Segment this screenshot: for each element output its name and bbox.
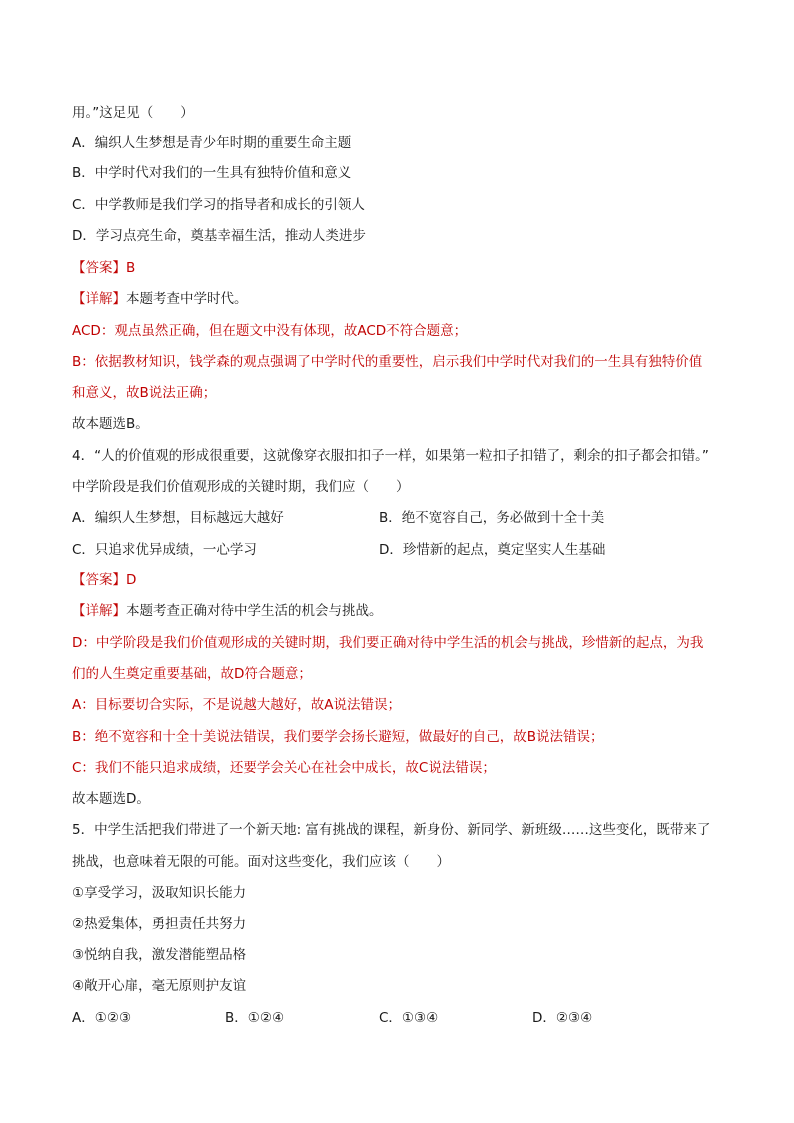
- q3-explain-3: 和意义，故B说法正确；: [72, 385, 217, 401]
- q5-item-3: ③悦纳自我，激发潜能塑品格: [72, 947, 247, 963]
- q3-conclusion: 故本题选B。: [72, 416, 149, 432]
- detail-tag: 【详解】: [72, 603, 126, 619]
- q4-detail: [72, 601, 383, 621]
- q4-explain-3: A：目标要切合实际，不是说越大越好，故A说法错误；: [72, 697, 401, 713]
- q4-stem-2: 中学阶段是我们价值观形成的关键时期，我们应（ ）: [72, 479, 410, 495]
- q3-stem-end: 用。”这足见（ ）: [72, 105, 194, 121]
- q3-option-c: C．中学教师是我们学习的指导者和成长的引领人: [72, 197, 365, 213]
- q3-answer: [72, 258, 135, 278]
- q4-explain-2: 们的人生奠定重要基础，故D符合题意；: [72, 666, 312, 682]
- q4-explain-1: D：中学阶段是我们价值观形成的关键时期，我们要正确对待中学生活的机会与挑战，珍惜新的起点，为我: [72, 635, 704, 651]
- detail-intro: 本题考查中学时代。: [126, 291, 248, 307]
- q4-stem-1: 4．“人的价值观的形成很重要，这就像穿衣服扣扣子一样，如果第一粒扣子扣错了，剩余的扣子都会扣错。”: [72, 448, 709, 464]
- q4-option-a: A．编织人生梦想，目标越远大越好: [72, 510, 284, 526]
- q5-stem-2: 挑战，也意味着无限的可能。面对这些变化，我们应该（ ）: [72, 854, 450, 870]
- answer-value: B: [126, 260, 136, 276]
- q4-option-c: C．只追求优异成绩，一心学习: [72, 542, 257, 558]
- q3-explain-1: ACD：观点虽然正确，但在题文中没有体现，故ACD不符合题意；: [72, 323, 468, 339]
- answer-tag: 【答案】: [72, 260, 126, 276]
- detail-intro: 本题考查正确对待中学生活的机会与挑战。: [126, 603, 383, 619]
- q5-option-c: C．①③④: [379, 1010, 439, 1026]
- q4-answer: [72, 570, 136, 590]
- q3-detail: [72, 289, 248, 309]
- q4-explain-5: C：我们不能只追求成绩，还要学会关心在社会中成长，故C说法错误；: [72, 760, 496, 776]
- q4-conclusion: 故本题选D。: [72, 791, 150, 807]
- q3-option-d: D．学习点亮生命，奠基幸福生活，推动人类进步: [72, 228, 366, 244]
- answer-tag: 【答案】: [72, 572, 126, 588]
- detail-tag: 【详解】: [72, 291, 126, 307]
- q5-option-d: D．②③④: [532, 1010, 593, 1026]
- q3-option-a: A．编织人生梦想是青少年时期的重要生命主题: [72, 135, 352, 151]
- q5-item-4: ④敞开心扉，毫无原则护友谊: [72, 978, 247, 994]
- q5-stem-1: 5．中学生活把我们带进了一个新天地: 富有挑战的课程，新身份、新同学、新班级……这些变化，既带来了: [72, 822, 711, 838]
- q3-explain-2: B：依据教材知识，钱学森的观点强调了中学时代的重要性，启示我们中学时代对我们的一生具有独特价值: [72, 354, 703, 370]
- q5-option-b: B．①②④: [225, 1010, 285, 1026]
- q5-option-a: A．①②③: [72, 1010, 132, 1026]
- q4-option-b: B．绝不宽容自己，务必做到十全十美: [379, 510, 605, 526]
- q3-option-b: B．中学时代对我们的一生具有独特价值和意义: [72, 165, 352, 181]
- answer-value: D: [126, 572, 137, 588]
- q5-item-2: ②热爱集体，勇担责任共努力: [72, 916, 247, 932]
- q4-option-d: D．珍惜新的起点，奠定坚实人生基础: [379, 542, 606, 558]
- q4-explain-4: B：绝不宽容和十全十美说法错误，我们要学会扬长避短，做最好的自己，故B说法错误；: [72, 729, 604, 745]
- q5-item-1: ①享受学习，汲取知识长能力: [72, 885, 247, 901]
